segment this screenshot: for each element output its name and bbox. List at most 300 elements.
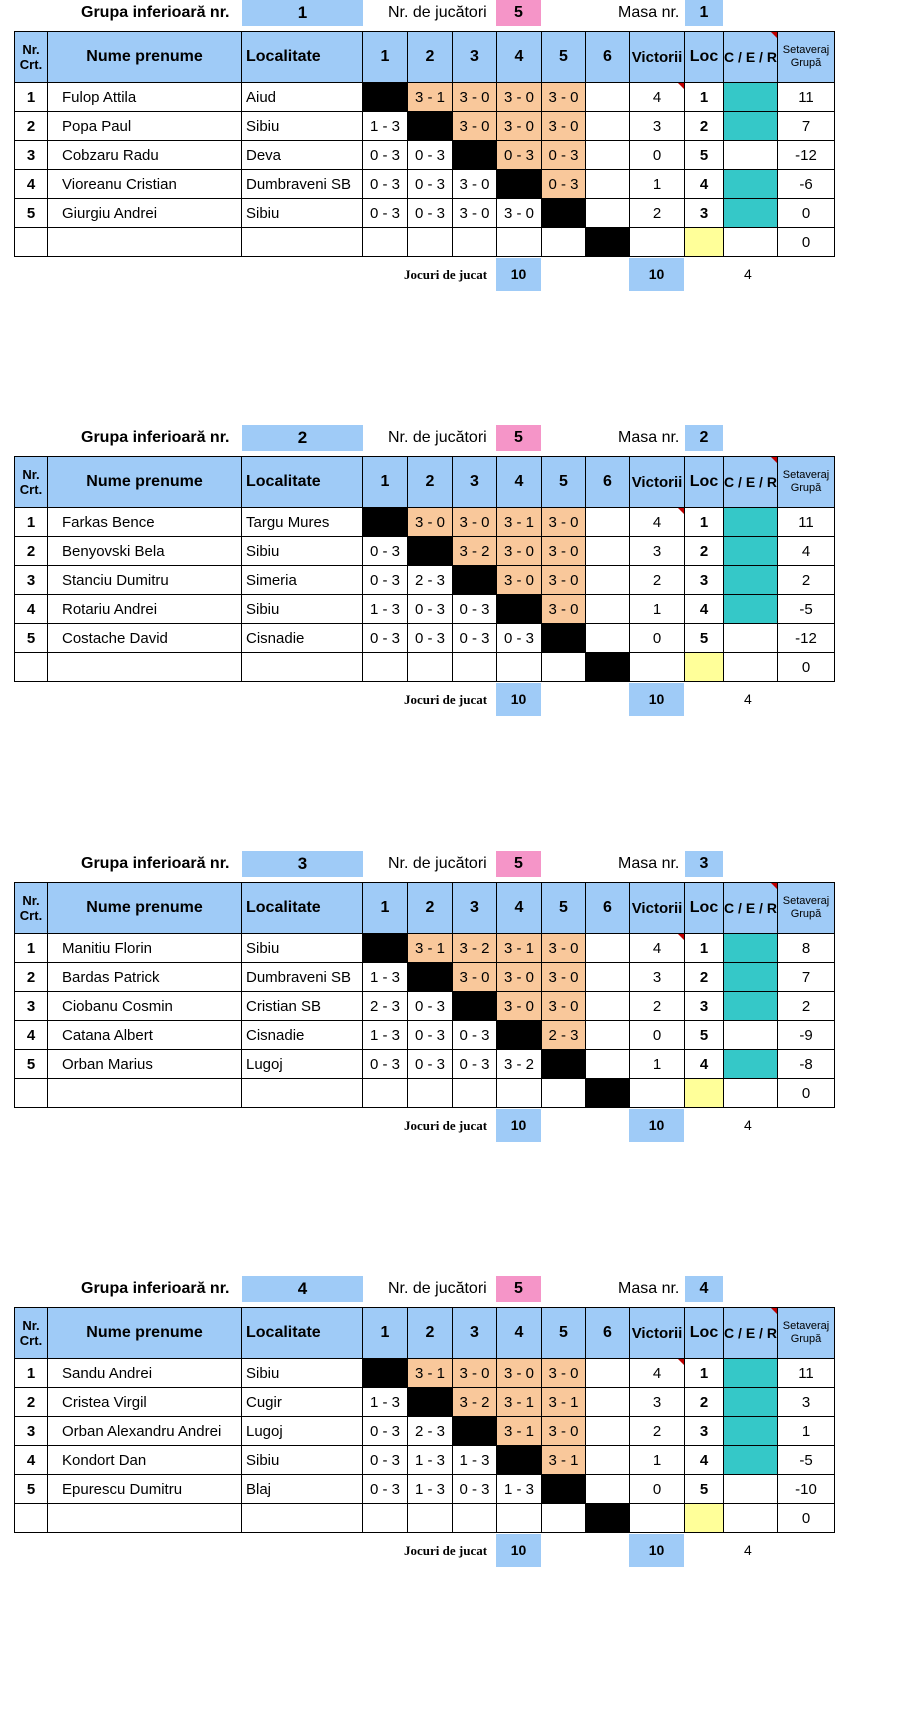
place-cell: 3: [685, 566, 724, 595]
wins-cell: [630, 934, 685, 963]
place-cell: [685, 653, 724, 682]
score-cell: 2 - 3: [542, 1021, 586, 1050]
row-number: 2: [15, 963, 48, 992]
score-cell: 0 - 3: [542, 170, 586, 199]
col-header-wins-label: Victorii: [631, 48, 683, 66]
player-name: Bardas Patrick: [48, 963, 242, 992]
player-city: Cristian SB: [242, 992, 363, 1021]
qualify-cell: [724, 83, 778, 112]
player-city: Sibiu: [242, 199, 363, 228]
header-row: [15, 883, 835, 934]
table-row: [15, 1079, 835, 1108]
col-header-opponent: 3: [453, 457, 497, 508]
player-name: Cobzaru Radu: [48, 141, 242, 170]
col-header-opponent: 6: [586, 457, 630, 508]
score-cell: 3 - 0: [497, 537, 542, 566]
col-header-cer: [724, 883, 778, 934]
wins-value: 0: [652, 1480, 662, 1498]
player-name: Giurgiu Andrei: [48, 199, 242, 228]
col-header-name: Nume prenume: [48, 1308, 242, 1359]
header-row: [15, 457, 835, 508]
wins-value: 2: [652, 571, 662, 589]
score-cell: 3 - 0: [453, 170, 497, 199]
table-row: [15, 112, 835, 141]
score-cell: [586, 1446, 630, 1475]
player-city: Sibiu: [242, 1359, 363, 1388]
comment-marker-icon: [678, 83, 684, 89]
score-cell: [497, 1079, 542, 1108]
wins-value: 3: [652, 542, 662, 560]
col-header-city: Localitate: [242, 1308, 363, 1359]
player-name: Cristea Virgil: [48, 1388, 242, 1417]
row-number: [15, 1079, 48, 1108]
table-label: Masa nr.: [618, 4, 680, 21]
player-city: Dumbraveni SB: [242, 963, 363, 992]
score-cell: 0 - 3: [408, 170, 453, 199]
wins-cell: [630, 228, 685, 257]
row-number: 2: [15, 112, 48, 141]
wins-cell: [630, 112, 685, 141]
score-cell: 0 - 3: [363, 1050, 408, 1079]
col-header-wins: [630, 457, 685, 508]
setaveraj-cell: -6: [778, 170, 835, 199]
score-cell: [586, 228, 630, 257]
place-cell: 2: [685, 537, 724, 566]
qualify-cell: [724, 992, 778, 1021]
player-name: Benyovski Bela: [48, 537, 242, 566]
col-header-opponent: 5: [542, 1308, 586, 1359]
score-cell: 3 - 0: [497, 992, 542, 1021]
players-count: 5: [496, 1276, 541, 1302]
setaveraj-cell: 11: [778, 1359, 835, 1388]
score-cell: 3 - 0: [542, 934, 586, 963]
players-count: 5: [496, 851, 541, 877]
score-cell: 3 - 0: [542, 992, 586, 1021]
score-cell: [363, 508, 408, 537]
player-name: Popa Paul: [48, 112, 242, 141]
player-name: Vioreanu Cristian: [48, 170, 242, 199]
row-number: 5: [15, 199, 48, 228]
place-cell: 4: [685, 595, 724, 624]
games-to-play: 10: [496, 258, 541, 291]
wins-cell: [630, 170, 685, 199]
score-cell: 3 - 2: [497, 1050, 542, 1079]
col-header-opponent: 1: [363, 457, 408, 508]
table-number: 1: [685, 0, 723, 26]
setaveraj-cell: 8: [778, 934, 835, 963]
wins-cell: [630, 963, 685, 992]
players-count: 5: [496, 425, 541, 451]
results-table: [14, 456, 835, 682]
col-header-opponent: 5: [542, 883, 586, 934]
qualify-cell: [724, 934, 778, 963]
col-header-opponent: 4: [497, 457, 542, 508]
games-total: 10: [629, 683, 684, 716]
row-number: 3: [15, 1417, 48, 1446]
score-cell: 1 - 3: [363, 1388, 408, 1417]
player-city: Blaj: [242, 1475, 363, 1504]
wins-value: 3: [652, 117, 662, 135]
wins-cell: [630, 1388, 685, 1417]
qualify-cell: [724, 566, 778, 595]
wins-value: 0: [652, 146, 662, 164]
qualify-cell: [724, 1475, 778, 1504]
group-number: 2: [242, 425, 363, 451]
col-header-opponent: 1: [363, 32, 408, 83]
col-header-place: Loc: [685, 883, 724, 934]
score-cell: 0 - 3: [453, 1475, 497, 1504]
score-cell: [586, 653, 630, 682]
setaveraj-cell: 0: [778, 653, 835, 682]
score-cell: [586, 1050, 630, 1079]
games-total: 10: [629, 1109, 684, 1142]
score-cell: 3 - 2: [453, 934, 497, 963]
score-cell: 0 - 3: [453, 1021, 497, 1050]
score-cell: 3 - 1: [497, 934, 542, 963]
score-cell: 0 - 3: [408, 595, 453, 624]
setaveraj-cell: 3: [778, 1388, 835, 1417]
comment-marker-icon: [771, 32, 777, 38]
score-cell: [408, 1504, 453, 1533]
row-number: 3: [15, 992, 48, 1021]
setaveraj-cell: -12: [778, 624, 835, 653]
score-cell: 0 - 3: [408, 1050, 453, 1079]
score-cell: [586, 934, 630, 963]
results-table: [14, 31, 835, 257]
score-cell: [497, 1446, 542, 1475]
player-name: [48, 1079, 242, 1108]
table-row: [15, 963, 835, 992]
wins-cell: [630, 508, 685, 537]
players-label: Nr. de jucători: [388, 1280, 487, 1297]
score-cell: [453, 992, 497, 1021]
row-number: 1: [15, 83, 48, 112]
wins-value: 4: [652, 88, 662, 106]
col-header-nr: Nr. Crt.: [15, 883, 48, 934]
place-cell: 4: [685, 1446, 724, 1475]
group-title-label: Grupa inferioară nr.: [81, 4, 230, 21]
score-cell: 3 - 0: [542, 537, 586, 566]
table-row: [15, 653, 835, 682]
col-header-opponent: 6: [586, 883, 630, 934]
place-cell: 1: [685, 83, 724, 112]
group-title-label: Grupa inferioară nr.: [81, 855, 230, 872]
wins-value: 2: [652, 997, 662, 1015]
table-label: Masa nr.: [618, 429, 680, 446]
score-cell: 3 - 0: [497, 963, 542, 992]
score-cell: 0 - 3: [363, 1446, 408, 1475]
player-name: [48, 228, 242, 257]
col-header-setaveraj: Setaveraj Grupă: [778, 883, 835, 934]
table-row: [15, 1417, 835, 1446]
score-cell: 3 - 0: [497, 83, 542, 112]
setaveraj-cell: 11: [778, 83, 835, 112]
setaveraj-cell: 7: [778, 963, 835, 992]
score-cell: 2 - 3: [363, 992, 408, 1021]
col-header-city: Localitate: [242, 32, 363, 83]
table-row: [15, 595, 835, 624]
player-name: Kondort Dan: [48, 1446, 242, 1475]
player-name: Farkas Bence: [48, 508, 242, 537]
col-header-opponent: 3: [453, 883, 497, 934]
score-cell: [586, 508, 630, 537]
player-name: Orban Marius: [48, 1050, 242, 1079]
place-cell: 5: [685, 1475, 724, 1504]
row-number: 5: [15, 1475, 48, 1504]
score-cell: [586, 1417, 630, 1446]
setaveraj-cell: -5: [778, 595, 835, 624]
wins-cell: [630, 1475, 685, 1504]
place-cell: 5: [685, 141, 724, 170]
player-name: Stanciu Dumitru: [48, 566, 242, 595]
row-number: [15, 1504, 48, 1533]
qualify-cell: [724, 624, 778, 653]
col-header-opponent: 1: [363, 883, 408, 934]
score-cell: 1 - 3: [497, 1475, 542, 1504]
score-cell: 3 - 0: [453, 963, 497, 992]
score-cell: [586, 1475, 630, 1504]
setaveraj-cell: 0: [778, 228, 835, 257]
score-cell: [363, 1079, 408, 1108]
place-cell: 5: [685, 624, 724, 653]
qualify-cell: [724, 1359, 778, 1388]
score-cell: [363, 1359, 408, 1388]
table-row: [15, 1504, 835, 1533]
games-extra: 4: [744, 1117, 752, 1133]
players-count: 5: [496, 0, 541, 26]
score-cell: [542, 1475, 586, 1504]
col-header-opponent: 4: [497, 32, 542, 83]
qualify-cell: [724, 653, 778, 682]
qualify-cell: [724, 199, 778, 228]
wins-value: 1: [652, 1055, 662, 1073]
score-cell: [363, 1504, 408, 1533]
score-cell: 3 - 2: [453, 1388, 497, 1417]
wins-value: 4: [652, 513, 662, 531]
col-header-nr: Nr. Crt.: [15, 457, 48, 508]
games-label: Jocuri de jucat: [404, 692, 488, 707]
wins-cell: [630, 1446, 685, 1475]
wins-cell: [630, 1050, 685, 1079]
score-cell: [363, 228, 408, 257]
score-cell: 1 - 3: [363, 1021, 408, 1050]
wins-value: 0: [652, 629, 662, 647]
col-header-cer-label: C / E / R: [724, 474, 777, 490]
row-number: 4: [15, 170, 48, 199]
table-row: [15, 992, 835, 1021]
qualify-cell: [724, 228, 778, 257]
score-cell: [497, 228, 542, 257]
group-number: 3: [242, 851, 363, 877]
player-name: Ciobanu Cosmin: [48, 992, 242, 1021]
comment-marker-icon: [678, 1359, 684, 1365]
table-row: [15, 141, 835, 170]
col-header-city: Localitate: [242, 883, 363, 934]
table-row: [15, 1021, 835, 1050]
score-cell: 0 - 3: [363, 141, 408, 170]
wins-cell: [630, 653, 685, 682]
place-cell: 5: [685, 1021, 724, 1050]
score-cell: [586, 170, 630, 199]
score-cell: 3 - 0: [542, 83, 586, 112]
col-header-setaveraj: Setaveraj Grupă: [778, 32, 835, 83]
setaveraj-cell: 7: [778, 112, 835, 141]
setaveraj-cell: 1: [778, 1417, 835, 1446]
score-cell: [586, 595, 630, 624]
games-label: Jocuri de jucat: [404, 267, 488, 282]
col-header-opponent: 2: [408, 457, 453, 508]
score-cell: 3 - 0: [497, 112, 542, 141]
wins-cell: [630, 1417, 685, 1446]
wins-cell: [630, 1021, 685, 1050]
score-cell: 3 - 0: [453, 112, 497, 141]
col-header-city: Localitate: [242, 457, 363, 508]
score-cell: 2 - 3: [408, 1417, 453, 1446]
comment-marker-icon: [771, 457, 777, 463]
player-name: Fulop Attila: [48, 83, 242, 112]
table-label: Masa nr.: [618, 855, 680, 872]
score-cell: 0 - 3: [453, 595, 497, 624]
col-header-wins-label: Victorii: [631, 1324, 683, 1342]
wins-value: 2: [652, 1422, 662, 1440]
table-row: [15, 228, 835, 257]
player-city: Lugoj: [242, 1050, 363, 1079]
score-cell: [586, 992, 630, 1021]
table-row: [15, 1475, 835, 1504]
score-cell: [586, 624, 630, 653]
player-name: Manitiu Florin: [48, 934, 242, 963]
score-cell: [408, 1388, 453, 1417]
col-header-opponent: 5: [542, 457, 586, 508]
qualify-cell: [724, 508, 778, 537]
row-number: 2: [15, 1388, 48, 1417]
score-cell: [586, 83, 630, 112]
qualify-cell: [724, 1388, 778, 1417]
place-cell: 3: [685, 1417, 724, 1446]
col-header-cer: [724, 457, 778, 508]
col-header-opponent: 6: [586, 32, 630, 83]
players-label: Nr. de jucători: [388, 855, 487, 872]
score-cell: 3 - 1: [497, 1417, 542, 1446]
col-header-nr: Nr. Crt.: [15, 1308, 48, 1359]
place-cell: 3: [685, 992, 724, 1021]
score-cell: [586, 1079, 630, 1108]
wins-cell: [630, 199, 685, 228]
table-row: [15, 199, 835, 228]
games-label: Jocuri de jucat: [404, 1118, 488, 1133]
place-cell: 1: [685, 508, 724, 537]
score-cell: [542, 624, 586, 653]
row-number: 1: [15, 934, 48, 963]
row-number: 1: [15, 1359, 48, 1388]
table-row: [15, 1388, 835, 1417]
score-cell: [586, 112, 630, 141]
score-cell: 1 - 3: [363, 595, 408, 624]
place-cell: 3: [685, 199, 724, 228]
table-row: [15, 1359, 835, 1388]
group-number: 1: [242, 0, 363, 26]
score-cell: 3 - 1: [408, 1359, 453, 1388]
score-cell: 0 - 3: [408, 1021, 453, 1050]
place-cell: 1: [685, 1359, 724, 1388]
score-cell: [586, 1388, 630, 1417]
setaveraj-cell: -8: [778, 1050, 835, 1079]
player-city: Sibiu: [242, 1446, 363, 1475]
col-header-opponent: 2: [408, 883, 453, 934]
col-header-setaveraj: Setaveraj Grupă: [778, 457, 835, 508]
score-cell: [408, 112, 453, 141]
score-cell: [363, 934, 408, 963]
qualify-cell: [724, 1079, 778, 1108]
col-header-name: Nume prenume: [48, 32, 242, 83]
score-cell: 0 - 3: [363, 199, 408, 228]
comment-marker-icon: [678, 934, 684, 940]
wins-cell: [630, 1504, 685, 1533]
table-row: [15, 508, 835, 537]
games-total: 10: [629, 1534, 684, 1567]
score-cell: [363, 653, 408, 682]
score-cell: [542, 228, 586, 257]
place-cell: 2: [685, 1388, 724, 1417]
col-header-cer-label: C / E / R: [724, 1325, 777, 1341]
table-row: [15, 83, 835, 112]
score-cell: [453, 141, 497, 170]
score-cell: [542, 199, 586, 228]
score-cell: [408, 653, 453, 682]
wins-value: 4: [652, 939, 662, 957]
score-cell: 0 - 3: [408, 992, 453, 1021]
col-header-place: Loc: [685, 32, 724, 83]
row-number: 4: [15, 1021, 48, 1050]
group-title-label: Grupa inferioară nr.: [81, 429, 230, 446]
wins-value: 2: [652, 204, 662, 222]
col-header-opponent: 3: [453, 1308, 497, 1359]
place-cell: 2: [685, 963, 724, 992]
score-cell: 3 - 1: [408, 934, 453, 963]
score-cell: [408, 537, 453, 566]
score-cell: [363, 83, 408, 112]
row-number: 3: [15, 141, 48, 170]
col-header-opponent: 5: [542, 32, 586, 83]
wins-value: 1: [652, 1451, 662, 1469]
qualify-cell: [724, 595, 778, 624]
player-name: Sandu Andrei: [48, 1359, 242, 1388]
place-cell: [685, 1504, 724, 1533]
player-city: Aiud: [242, 83, 363, 112]
games-extra: 4: [744, 691, 752, 707]
score-cell: [586, 1021, 630, 1050]
score-cell: 0 - 3: [497, 141, 542, 170]
score-cell: [497, 653, 542, 682]
score-cell: 3 - 0: [497, 566, 542, 595]
score-cell: 0 - 3: [542, 141, 586, 170]
row-number: 1: [15, 508, 48, 537]
qualify-cell: [724, 1050, 778, 1079]
player-city: Simeria: [242, 566, 363, 595]
players-label: Nr. de jucători: [388, 429, 487, 446]
score-cell: 0 - 3: [408, 141, 453, 170]
players-label: Nr. de jucători: [388, 4, 487, 21]
table-row: [15, 537, 835, 566]
score-cell: 0 - 3: [363, 566, 408, 595]
col-header-cer-label: C / E / R: [724, 49, 777, 65]
table-row: [15, 1050, 835, 1079]
col-header-setaveraj: Setaveraj Grupă: [778, 1308, 835, 1359]
table-row: [15, 1446, 835, 1475]
col-header-cer: [724, 1308, 778, 1359]
col-header-opponent: 1: [363, 1308, 408, 1359]
setaveraj-cell: -10: [778, 1475, 835, 1504]
